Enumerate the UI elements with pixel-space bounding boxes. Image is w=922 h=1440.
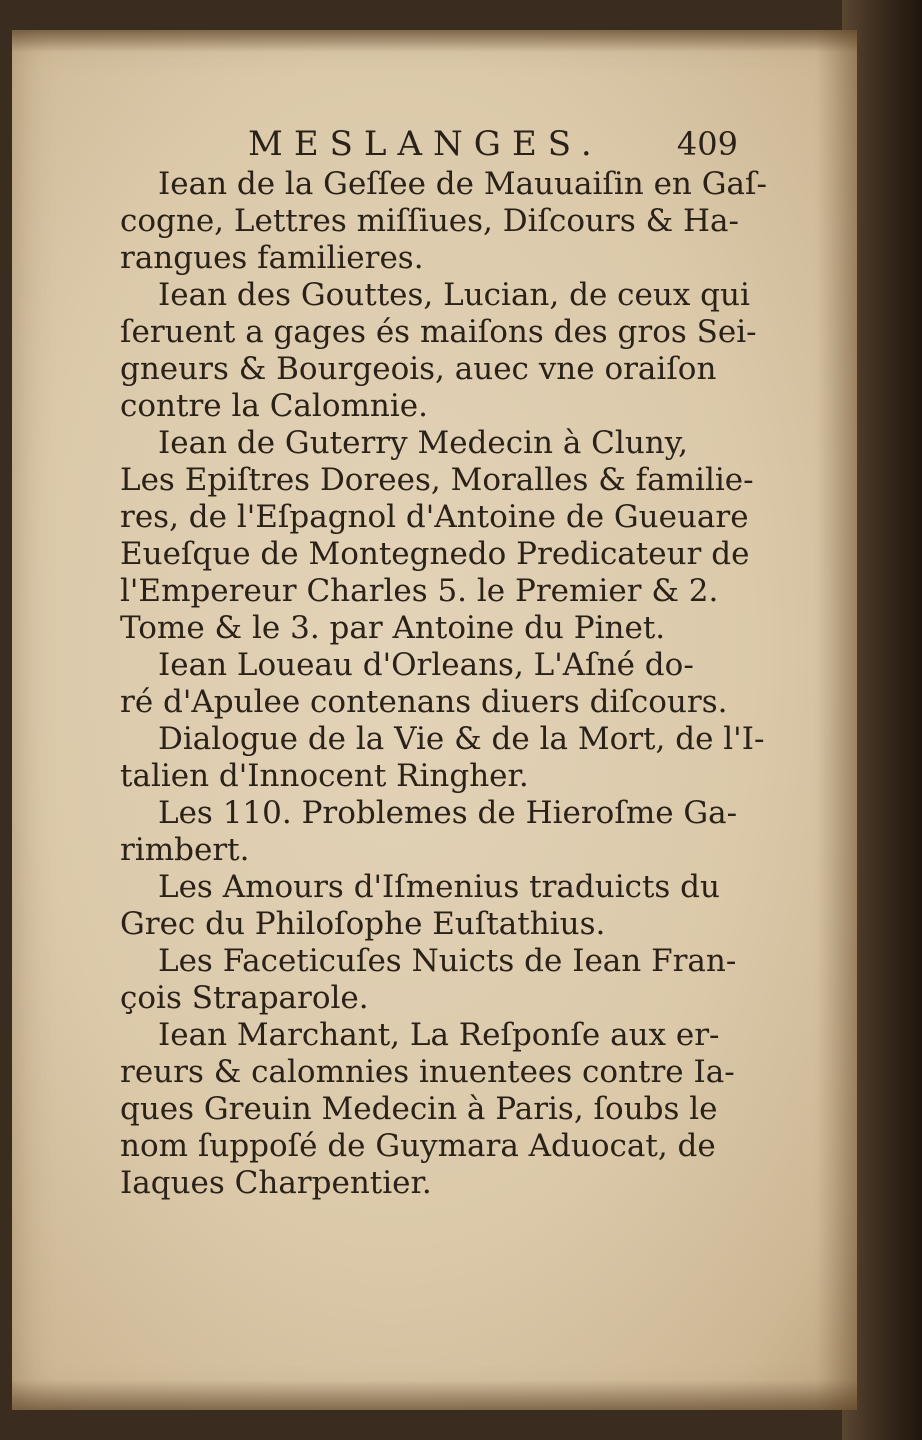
text-line: Iean Marchant, La Reſponſe aux er- (158, 1017, 720, 1053)
text-line: ques Greuin Medecin à Paris, ſoubs le (120, 1091, 718, 1127)
text-line: talien d'Innocent Ringher. (120, 758, 529, 794)
text-line: Les Faceticuſes Nuicts de Iean Fran- (158, 943, 737, 979)
text-line: Eueſque de Montegnedo Predicateur de (120, 536, 750, 572)
text-line: gneurs & Bourgeois, auec vne oraiſon (120, 351, 717, 387)
text-line: res, de l'Eſpagnol d'Antoine de Gueuare (120, 499, 749, 535)
page-top-shadow (12, 30, 857, 52)
text-line: contre la Calomnie. (120, 388, 428, 424)
text-line: ſeruent a gages és maiſons des gros Sei- (120, 314, 757, 350)
running-head-title: MESLANGES. (248, 124, 603, 164)
text-line: reurs & calomnies inuentees contre Ia- (120, 1054, 735, 1090)
text-line: l'Empereur Charles 5. le Premier & 2. (120, 573, 719, 609)
text-line: Iean des Gouttes, Lucian, de ceux qui (158, 277, 750, 313)
text-line: Grec du Philoſophe Euſtathius. (120, 906, 606, 942)
page-gutter-shadow (817, 30, 857, 1410)
page-text-block (120, 122, 767, 1202)
text-line: Iean Loueau d'Orleans, L'Aſné do- (158, 647, 694, 683)
text-line: Dialogue de la Vie & de la Mort, de l'I- (158, 721, 765, 757)
text-line: Les Amours d'Iſmenius traduicts du (158, 869, 720, 905)
text-line: ré d'Apulee contenans diuers diſcours. (120, 684, 728, 720)
book-page (12, 30, 857, 1410)
text-line: rimbert. (120, 832, 250, 868)
text-line: Les Epiſtres Dorees, Moralles & familie- (120, 462, 754, 498)
text-line: Iean de Guterry Medecin à Cluny, (158, 425, 688, 461)
text-line: Les 110. Problemes de Hieroſme Ga- (158, 795, 738, 831)
page-bottom-shadow (12, 1380, 857, 1410)
text-line: rangues familieres. (120, 240, 424, 276)
text-line: cogne, Lettres miſſiues, Diſcours & Ha- (120, 203, 740, 239)
text-line: çois Straparole. (120, 980, 369, 1016)
text-line: nom ſuppoſé de Guymara Aduocat, de (120, 1128, 716, 1164)
running-head (120, 122, 740, 166)
text-line: Tome & le 3. par Antoine du Pinet. (120, 610, 666, 646)
text-line: Iean de la Geſſee de Mauuaiſin en Gaſ- (158, 166, 767, 202)
text-line: Iaques Charpentier. (120, 1165, 432, 1201)
page-number: 409 (676, 125, 738, 163)
